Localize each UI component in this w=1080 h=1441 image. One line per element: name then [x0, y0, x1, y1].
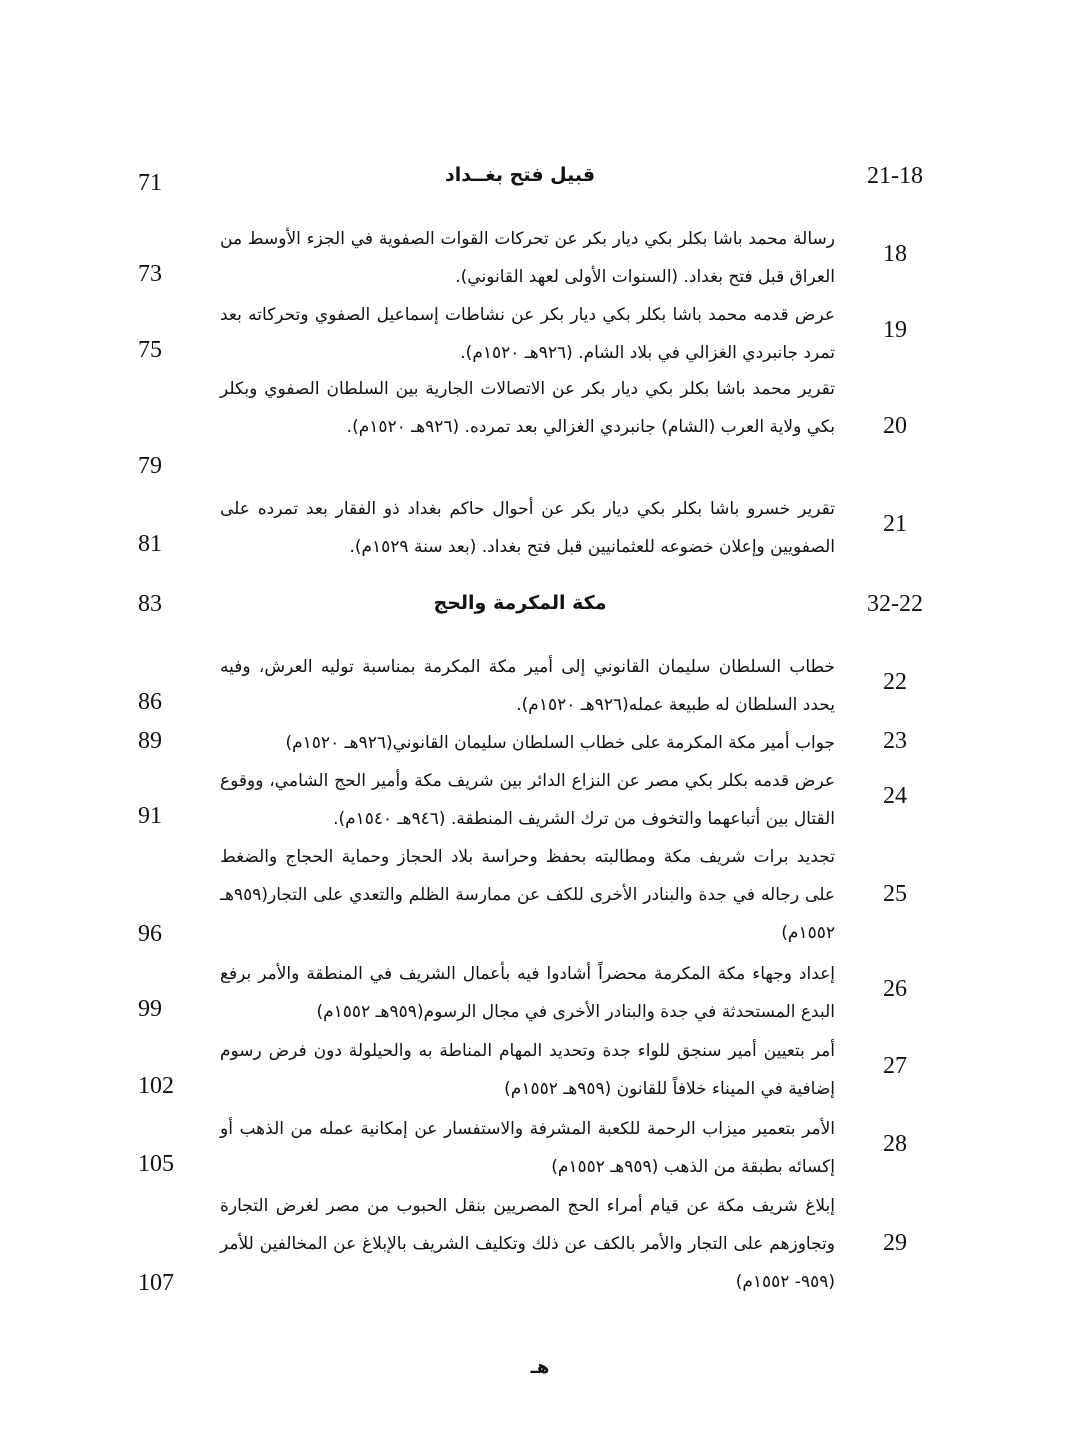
toc-entry	[120, 296, 940, 372]
entry-page-number: 86	[138, 689, 162, 715]
section-title: مكة المكرمة والحج	[433, 592, 607, 614]
entry-number: 26	[883, 976, 907, 1002]
entry-description: أمر بتعيين أمير سنجق للواء جدة وتحديد المهام المناطة به والحيلولة دون فرض رسوم إضافية في الميناء خلافاً للقانون (٩٥٩هـ ١٥٥٢م)	[220, 1041, 835, 1099]
entry-number: 29	[883, 1230, 907, 1256]
entry-number: 18	[883, 241, 907, 267]
page-footer-letter: هـ	[530, 1357, 550, 1378]
entry-number: 23	[883, 728, 907, 754]
entry-description: عرض قدمه محمد باشا بكلر بكي ديار بكر عن نشاطات إسماعيل الصفوي وتحركاته بعد تمرد جانبردي الغزالي في بلاد الشام. (٩٢٦هـ ١٥٢٠م).	[220, 305, 835, 363]
entry-description: تقرير خسرو باشا بكلر بكي ديار بكر عن أحوال حاكم بغداد ذو الفقار بعد تمرده على الصفويين وإعلان خضوعه للعثمانيين قبل فتح بغداد. (بعد سنة ١٥٢٩م).	[220, 499, 835, 557]
entry-page-number: 99	[138, 996, 162, 1022]
entry-page-number: 107	[138, 1270, 174, 1296]
entry-page-number: 81	[138, 531, 162, 557]
section-header	[120, 590, 940, 620]
entry-number: 27	[883, 1053, 907, 1079]
toc-entry	[120, 1032, 940, 1108]
entry-number: 22	[883, 669, 907, 695]
entry-page-number: 105	[138, 1151, 174, 1177]
entry-page-number: 96	[138, 921, 162, 947]
entry-number: 28	[883, 1131, 907, 1157]
toc-entry	[120, 1187, 940, 1301]
toc-entry	[120, 838, 940, 952]
toc-entry	[120, 1110, 940, 1186]
entry-description: تجديد برات شريف مكة ومطالبته بحفظ وحراسة بلاد الحجاز وحماية الحجاج والضغط على رجاله في جدة والبنادر الأخرى للكف عن ممارسة الظلم والتعدي على التجار(٩٥٩هـ ١٥٥٢م)	[220, 847, 835, 943]
entry-description: خطاب السلطان سليمان القانوني إلى أمير مكة المكرمة بمناسبة توليه العرش، وفيه يحدد السلطان له طبيعة عمله(٩٢٦هـ ١٥٢٠م).	[220, 657, 835, 715]
section-range: 21-18	[867, 163, 923, 189]
entry-page-number: 91	[138, 803, 162, 829]
section-range: 32-22	[867, 591, 923, 617]
entry-page-number: 79	[138, 453, 162, 479]
entry-description: تقرير محمد باشا بكلر بكي ديار بكر عن الاتصالات الجارية بين السلطان الصفوي وبكلر بكي ولاية العرب (الشام) جانبردي الغزالي بعد تمرده. (٩٢٦هـ ١٥٢٠م).	[220, 379, 835, 437]
entry-number: 25	[883, 881, 907, 907]
entry-number: 24	[883, 783, 907, 809]
toc-entry	[120, 370, 940, 484]
toc-entry	[120, 490, 940, 566]
entry-description: عرض قدمه بكلر بكي مصر عن النزاع الدائر بين شريف مكة وأمير الحج الشامي، ووقوع القتال بين أتباعهما والتخوف من ترك الشريف المنطقة. (٩٤٦هـ ١٥٤٠م).	[220, 771, 835, 829]
entry-description: جواب أمير مكة المكرمة على خطاب السلطان سليمان القانوني(٩٢٦هـ ١٥٢٠م)	[285, 733, 835, 753]
entry-page-number: 102	[138, 1073, 174, 1099]
entry-page-number: 73	[138, 261, 162, 287]
toc-entry	[120, 648, 940, 724]
section-page-number: 71	[138, 170, 162, 196]
entry-description: إبلاغ شريف مكة عن قيام أمراء الحج المصريين بنقل الحبوب من مصر لغرض التجارة وتجاوزهم على التجار والأمر بالكف عن ذلك وتكليف الشريف بالإبلاغ عن المخالفين للأمر (٩٥٩- ١٥٥٢م)	[220, 1196, 835, 1292]
section-title: قبيل فتح بغــداد	[444, 164, 596, 186]
section-page-number: 83	[138, 591, 162, 617]
entry-number: 19	[883, 317, 907, 343]
entry-page-number: 75	[138, 337, 162, 363]
section-header	[120, 162, 940, 196]
entry-description: إعداد وجهاء مكة المكرمة محضراً أشادوا فيه بأعمال الشريف في المنطقة والأمر برفع البدع المستحدثة في جدة والبنادر الأخرى في مجال الرسوم(٩٥٩هـ ١٥٥٢م)	[220, 964, 835, 1022]
entry-page-number: 89	[138, 728, 162, 754]
entry-number: 21	[883, 511, 907, 537]
toc-entry	[120, 955, 940, 1031]
toc-entry	[120, 762, 940, 838]
toc-entry	[120, 724, 940, 762]
entry-number: 20	[883, 413, 907, 439]
entry-description: رسالة محمد باشا بكلر بكي ديار بكر عن تحركات القوات الصفوية في الجزء الأوسط من العراق قبل فتح بغداد. (السنوات الأولى لعهد القانوني).	[220, 229, 835, 287]
toc-entry	[120, 220, 940, 296]
entry-description: الأمر بتعمير ميزاب الرحمة للكعبة المشرفة والاستفسار عن إمكانية عمله من الذهب أو إكسائه بطبقة من الذهب (٩٥٩هـ ١٥٥٢م)	[220, 1119, 835, 1177]
